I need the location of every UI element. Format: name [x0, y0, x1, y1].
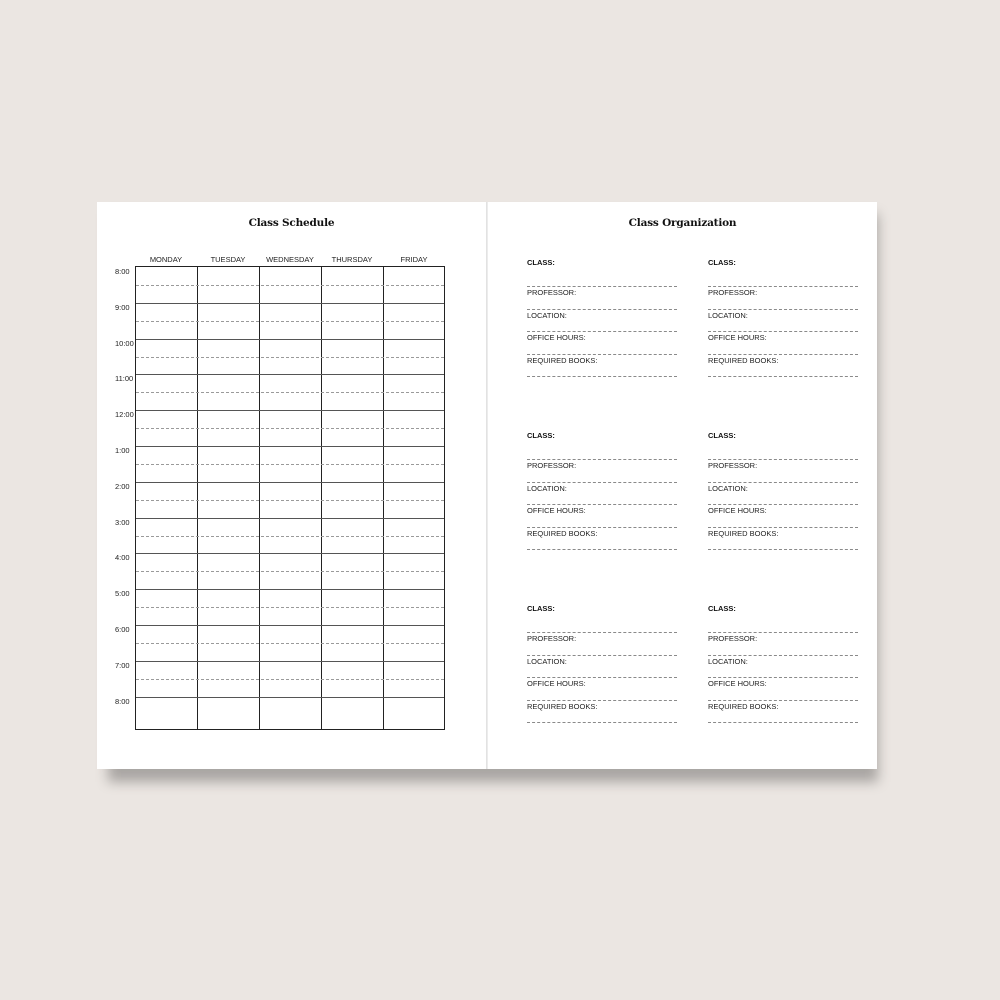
time-label: 7:00	[115, 660, 130, 670]
office-hours-label: OFFICE HOURS:	[527, 506, 586, 515]
professor-write-line[interactable]	[527, 482, 677, 483]
office-hours-label: OFFICE HOURS:	[708, 506, 767, 515]
office-hours-label: OFFICE HOURS:	[527, 679, 586, 688]
page-gutter	[486, 202, 488, 769]
professor-write-line[interactable]	[708, 482, 858, 483]
class-block-1	[527, 258, 677, 388]
class-write-line[interactable]	[527, 459, 677, 460]
professor-write-line[interactable]	[527, 655, 677, 656]
grid-hour-line	[136, 446, 444, 447]
location-label: LOCATION:	[527, 310, 567, 320]
required-books-write-line[interactable]	[708, 722, 858, 723]
location-write-line[interactable]	[527, 331, 677, 332]
required-books-label: REQUIRED BOOKS:	[708, 528, 779, 538]
grid-hour-line	[136, 410, 444, 411]
grid-half-hour-line	[136, 571, 444, 572]
class-label: CLASS:	[708, 604, 736, 613]
office-hours-write-line[interactable]	[527, 700, 677, 701]
location-write-line[interactable]	[708, 331, 858, 332]
class-write-line[interactable]	[527, 632, 677, 633]
time-label: 3:00	[115, 517, 130, 527]
page-title-class-organization: Class Organization	[628, 217, 737, 229]
time-label: 10:00	[115, 338, 134, 348]
professor-write-line[interactable]	[708, 309, 858, 310]
class-block-6	[708, 604, 858, 734]
office-hours-write-line[interactable]	[527, 527, 677, 528]
grid-hour-line	[136, 589, 444, 590]
planner-spread	[97, 202, 877, 769]
required-books-label: REQUIRED BOOKS:	[527, 355, 598, 365]
class-block-5	[527, 604, 677, 734]
office-hours-write-line[interactable]	[708, 354, 858, 355]
location-label: LOCATION:	[708, 656, 748, 666]
class-block-4	[708, 431, 858, 561]
grid-hour-line	[136, 303, 444, 304]
professor-label: PROFESSOR:	[708, 634, 758, 643]
required-books-label: REQUIRED BOOKS:	[708, 355, 779, 365]
professor-label: PROFESSOR:	[527, 634, 577, 643]
page-title-class-schedule: Class Schedule	[248, 217, 335, 229]
location-label: LOCATION:	[527, 656, 567, 666]
location-label: LOCATION:	[708, 483, 748, 493]
required-books-write-line[interactable]	[708, 549, 858, 550]
time-label: 8:00	[115, 267, 130, 276]
class-write-line[interactable]	[708, 632, 858, 633]
location-write-line[interactable]	[527, 677, 677, 678]
class-write-line[interactable]	[708, 459, 858, 460]
grid-hour-line	[136, 374, 444, 375]
schedule-grid	[135, 266, 445, 730]
class-block-2	[708, 258, 858, 388]
grid-half-hour-line	[136, 285, 444, 286]
location-label: LOCATION:	[527, 483, 567, 493]
day-header-friday: FRIDAY	[400, 255, 428, 264]
time-label: 5:00	[115, 589, 130, 599]
grid-hour-line	[136, 625, 444, 626]
time-label: 1:00	[115, 446, 130, 455]
time-label: 11:00	[115, 374, 134, 384]
class-label: CLASS:	[527, 431, 555, 440]
required-books-write-line[interactable]	[527, 376, 677, 377]
professor-label: PROFESSOR:	[708, 461, 758, 470]
grid-column-divider	[321, 267, 322, 729]
professor-label: PROFESSOR:	[708, 288, 758, 297]
grid-half-hour-line	[136, 321, 444, 322]
location-write-line[interactable]	[708, 504, 858, 505]
time-label: 2:00	[115, 481, 130, 491]
grid-column-divider	[259, 267, 260, 729]
office-hours-label: OFFICE HOURS:	[708, 679, 767, 688]
required-books-write-line[interactable]	[527, 549, 677, 550]
location-label: LOCATION:	[708, 310, 748, 320]
required-books-write-line[interactable]	[708, 376, 858, 377]
grid-half-hour-line	[136, 428, 444, 429]
class-label: CLASS:	[527, 258, 555, 267]
grid-half-hour-line	[136, 500, 444, 501]
office-hours-write-line[interactable]	[527, 354, 677, 355]
required-books-label: REQUIRED BOOKS:	[527, 528, 598, 538]
location-write-line[interactable]	[708, 677, 858, 678]
grid-half-hour-line	[136, 357, 444, 358]
grid-hour-line	[136, 553, 444, 554]
required-books-write-line[interactable]	[527, 722, 677, 723]
class-label: CLASS:	[527, 604, 555, 613]
time-label: 4:00	[115, 553, 130, 563]
grid-half-hour-line	[136, 392, 444, 393]
grid-hour-line	[136, 339, 444, 340]
grid-hour-line	[136, 482, 444, 483]
day-header-tuesday: TUESDAY	[210, 255, 246, 264]
grid-half-hour-line	[136, 464, 444, 465]
time-label: 8:00	[115, 696, 130, 706]
professor-label: PROFESSOR:	[527, 288, 577, 297]
grid-column-divider	[383, 267, 384, 729]
professor-write-line[interactable]	[708, 655, 858, 656]
office-hours-write-line[interactable]	[708, 527, 858, 528]
grid-half-hour-line	[136, 536, 444, 537]
class-label: CLASS:	[708, 431, 736, 440]
time-label: 9:00	[115, 302, 130, 312]
professor-write-line[interactable]	[527, 309, 677, 310]
office-hours-label: OFFICE HOURS:	[527, 333, 586, 342]
grid-hour-line	[136, 697, 444, 698]
grid-hour-line	[136, 518, 444, 519]
professor-label: PROFESSOR:	[527, 461, 577, 470]
grid-hour-line	[136, 661, 444, 662]
day-header-thursday: THURSDAY	[331, 255, 373, 264]
location-write-line[interactable]	[527, 504, 677, 505]
grid-half-hour-line	[136, 643, 444, 644]
grid-half-hour-line	[136, 607, 444, 608]
class-label: CLASS:	[708, 258, 736, 267]
grid-half-hour-line	[136, 679, 444, 680]
time-label: 6:00	[115, 625, 130, 634]
office-hours-label: OFFICE HOURS:	[708, 333, 767, 342]
time-label: 12:00	[115, 410, 134, 420]
required-books-label: REQUIRED BOOKS:	[708, 701, 779, 711]
class-write-line[interactable]	[527, 286, 677, 287]
day-header-wednesday: WEDNESDAY	[266, 255, 314, 264]
class-write-line[interactable]	[708, 286, 858, 287]
required-books-label: REQUIRED BOOKS:	[527, 701, 598, 711]
grid-column-divider	[197, 267, 198, 729]
day-header-monday: MONDAY	[149, 255, 183, 264]
office-hours-write-line[interactable]	[708, 700, 858, 701]
class-block-3	[527, 431, 677, 561]
